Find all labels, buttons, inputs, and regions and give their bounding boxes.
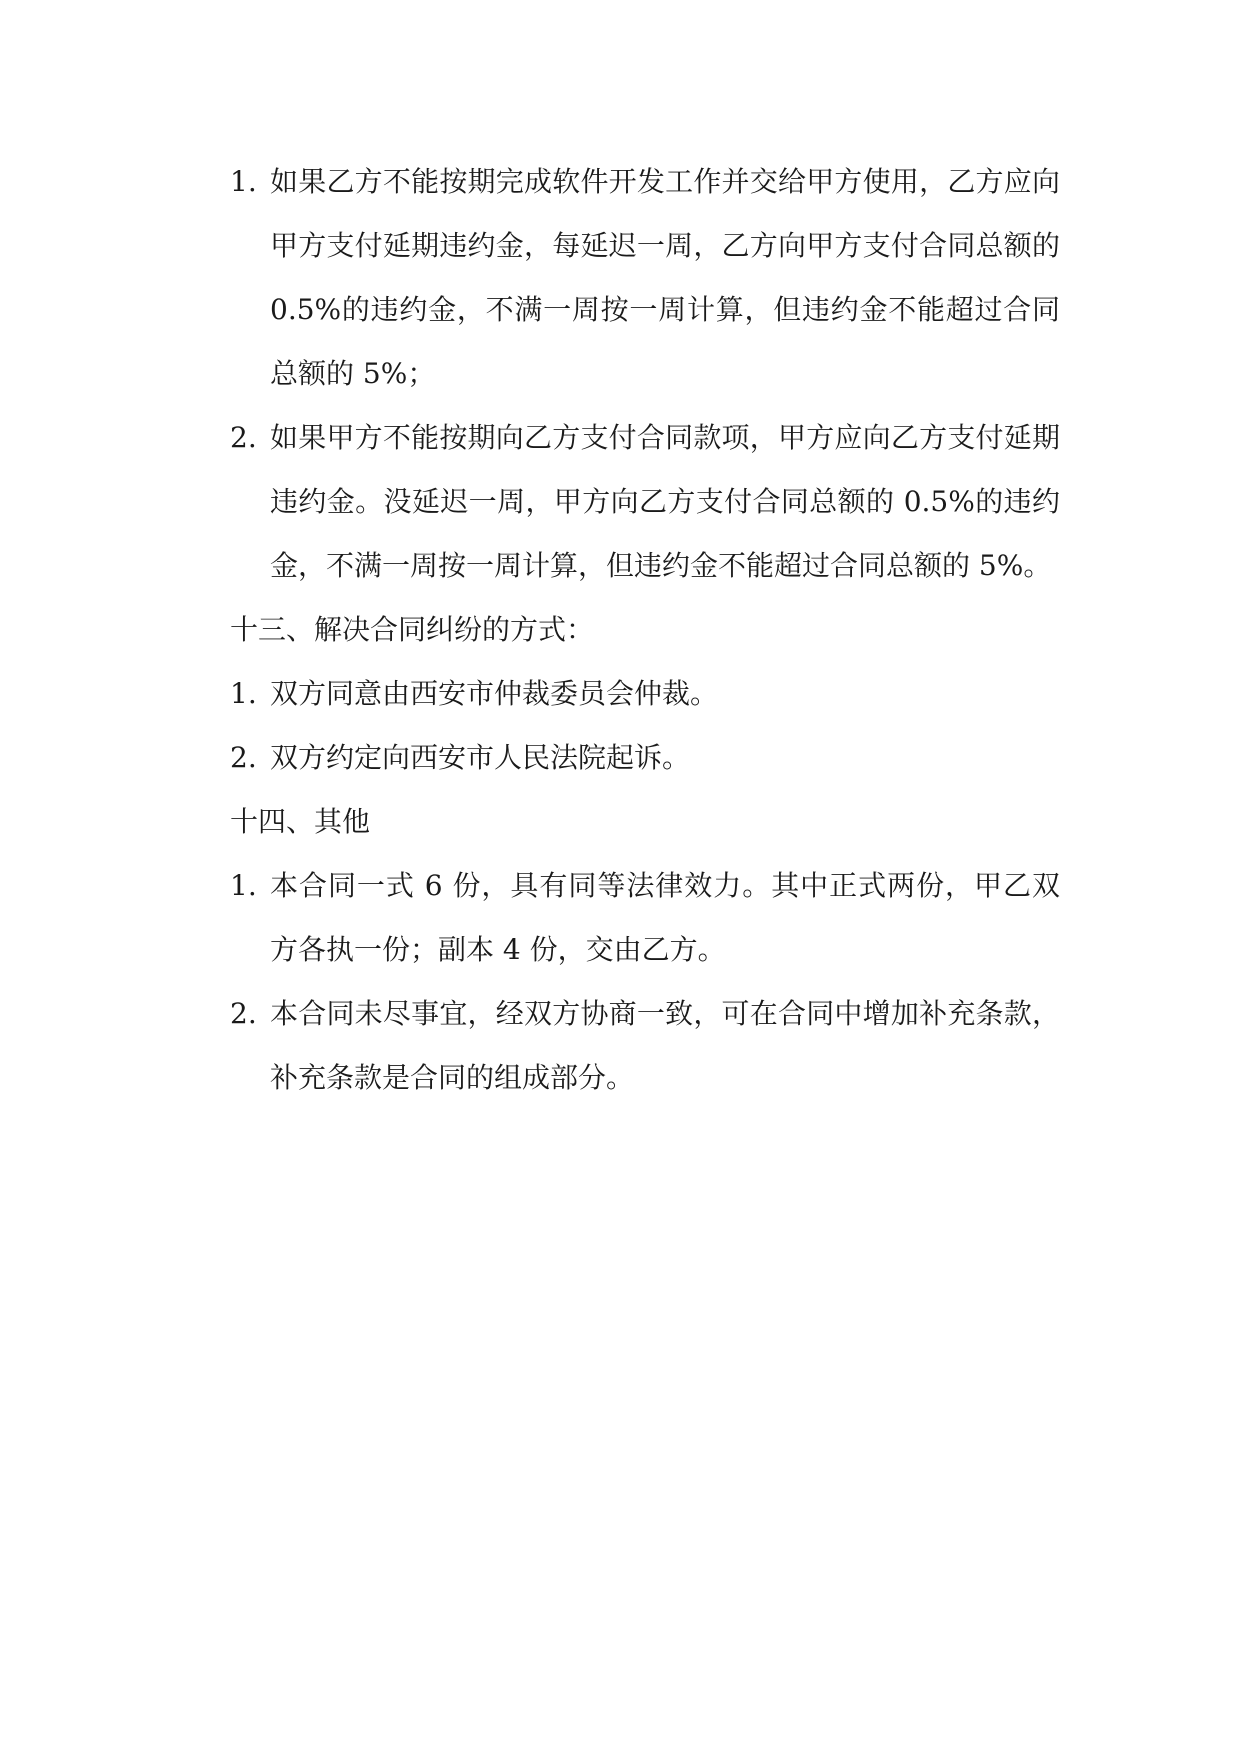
clause-text: 本合同未尽事宜，经双方协商一致，可在合同中增加补充条款，补充条款是合同的组成部分。	[270, 997, 1060, 1094]
clause-12-1	[230, 150, 1060, 406]
clause-number: 1.	[230, 165, 257, 198]
section-14-heading: 十四、其他	[230, 805, 371, 838]
clause-number: 2.	[230, 421, 257, 454]
clause-text: 双方同意由西安市仲裁委员会仲裁。	[270, 677, 719, 710]
clause-text: 如果甲方不能按期向乙方支付合同款项，甲方应向乙方支付延期违约金。没延迟一周，甲方向乙方支付合同总额的 0.5%的违约金，不满一周按一周计算，但违约金不能超过合同总额的 5%。	[270, 421, 1060, 582]
clause-text: 双方约定向西安市人民法院起诉。	[270, 741, 691, 774]
clause-number: 2.	[230, 997, 257, 1030]
clause-14-1	[230, 854, 1060, 982]
clause-12-2	[230, 406, 1060, 598]
clause-13-2	[230, 726, 1060, 790]
document-page	[230, 150, 1060, 1110]
clause-13-1	[230, 662, 1060, 726]
clause-number: 1.	[230, 677, 257, 710]
clause-number: 2.	[230, 741, 257, 774]
clause-text: 如果乙方不能按期完成软件开发工作并交给甲方使用，乙方应向甲方支付延期违约金，每延迟一周，乙方向甲方支付合同总额的 0.5%的违约金，不满一周按一周计算，但违约金不能超过合同总额的 5%；	[270, 165, 1060, 390]
clause-number: 1.	[230, 869, 257, 902]
clause-14-2	[230, 982, 1060, 1110]
clause-text: 本合同一式 6 份，具有同等法律效力。其中正式两份，甲乙双方各执一份；副本 4 份，交由乙方。	[270, 869, 1060, 966]
section-13-heading: 十三、解决合同纠纷的方式：	[230, 613, 595, 646]
